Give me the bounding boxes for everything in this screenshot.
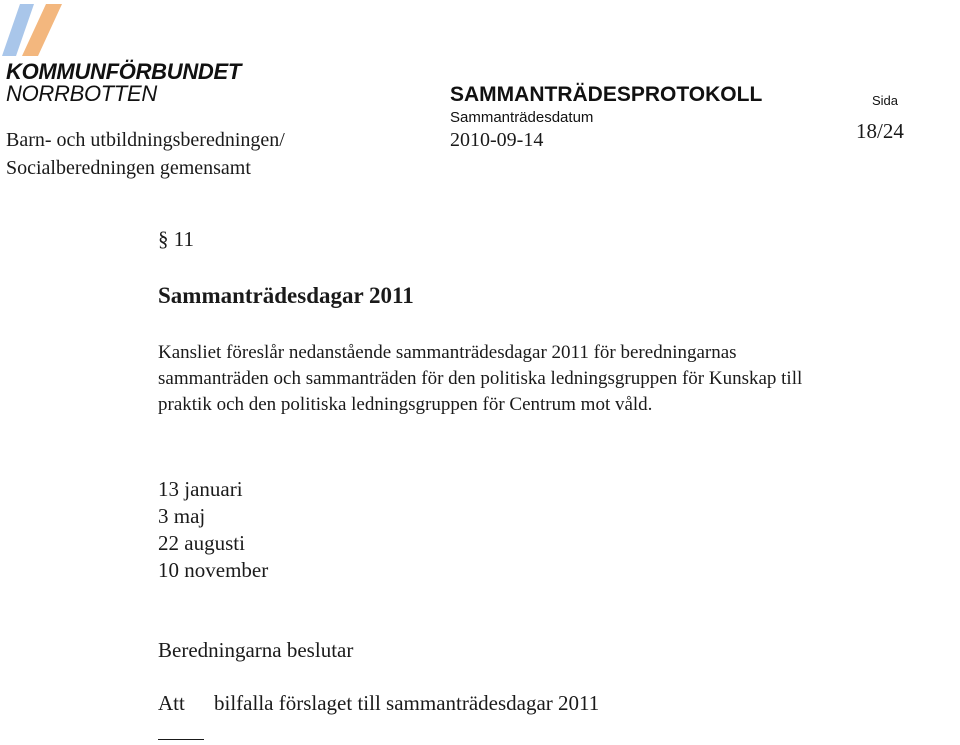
intro-paragraph <box>158 340 958 418</box>
committee-name-line2: Socialberedningen gemensamt <box>6 157 251 179</box>
intro-line: sammanträden och sammanträden för den politiska ledningsgruppen för Kunskap till <box>158 368 803 389</box>
paragraph-number: § 11 <box>158 227 194 251</box>
logo-stripes-icon <box>0 0 80 60</box>
list-item: 13 januari <box>158 477 243 501</box>
document-title: SAMMANTRÄDESPROTOKOLL <box>450 83 763 106</box>
logo-org-line1: KOMMUNFÖRBUNDET <box>6 59 242 84</box>
list-item: 22 augusti <box>158 531 245 555</box>
intro-line: praktik och den politiska ledningsgruppen för Centrum mot våld. <box>158 394 653 415</box>
section-heading: Sammanträdesdagar 2011 <box>158 283 414 308</box>
list-item: 10 november <box>158 558 269 582</box>
logo-org-line2: NORRBOTTEN <box>6 81 158 106</box>
committee-name-line1: Barn- och utbildningsberedningen/ <box>6 129 285 151</box>
end-divider <box>158 739 204 740</box>
meeting-date-value: 2010-09-14 <box>450 129 544 151</box>
page-number: 18/24 <box>856 119 904 143</box>
decision-att-label: Att <box>158 691 185 715</box>
meeting-dates-list <box>158 476 268 584</box>
intro-line: Kansliet föreslår nedanstående sammanträdesdagar 2011 för beredningarnas <box>158 342 737 363</box>
decision-text: bilfalla förslaget till sammanträdesdagar 2011 <box>214 691 600 715</box>
page-label: Sida <box>872 93 899 108</box>
meeting-date-label: Sammanträdesdatum <box>450 109 594 126</box>
decision-heading: Beredningarna beslutar <box>158 638 354 662</box>
list-item: 3 maj <box>158 504 206 528</box>
